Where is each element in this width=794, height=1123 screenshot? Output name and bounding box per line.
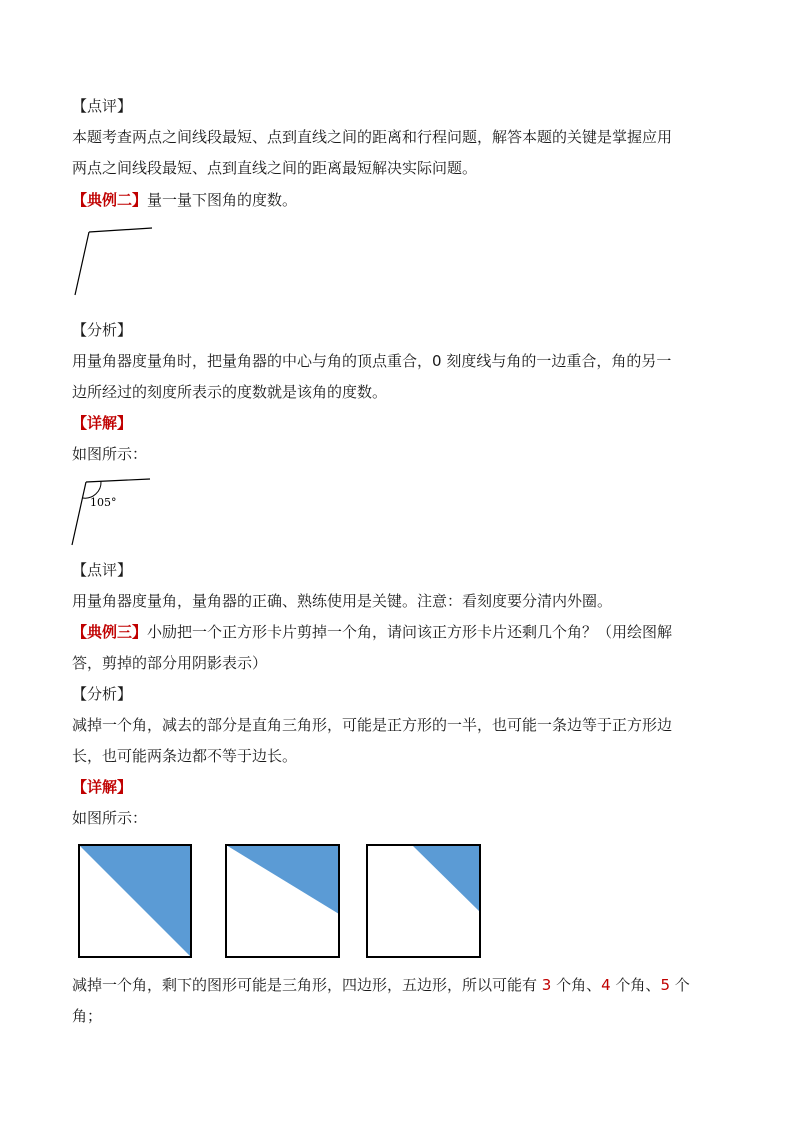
answer-prefix: 减掉一个角，剩下的图形可能是三角形，四边形，五边形，所以可能有 [72, 976, 542, 994]
answer-three: 3 [541, 976, 552, 994]
review-text-line-1: 本题考查两点之间线段最短、点到直线之间的距离和行程问题，解答本题的关键是掌握应用 [72, 128, 673, 146]
review-text-2: 用量角器度量角，量角器的正确、熟练使用是关键。注意：看刻度要分清内外圈。 [72, 592, 613, 610]
detail-heading-2: 【详解】 [72, 414, 133, 432]
review-text-line-2: 两点之间线段最短、点到直线之间的距离最短解决实际问题。 [72, 159, 478, 177]
detail-text-2: 如图所示： [72, 445, 148, 463]
shaded-triangle-2 [226, 845, 339, 914]
answer-line-1 [72, 975, 690, 995]
detail-text-3: 如图所示： [72, 809, 148, 827]
answer-mid-1: 个角、 [551, 976, 602, 994]
shaded-triangle-3 [412, 845, 480, 912]
answer-four: 4 [601, 976, 611, 994]
example-2-question: 量一量下图角的度数。 [147, 191, 298, 209]
angle-label: 105° [90, 496, 117, 509]
example-3-question-1: 小励把一个正方形卡片剪掉一个角，请问该正方形卡片还剩几个角？（用绘图解 [147, 623, 673, 641]
answer-suffix: 个 [669, 976, 690, 994]
analysis-heading-3: 【分析】 [72, 685, 133, 703]
answer-five: 5 [660, 976, 670, 994]
example-3-question-2: 答，剪掉的部分用阴影表示） [72, 654, 268, 672]
example-2-tag: 【典例二】 [72, 191, 148, 209]
analysis-line-3a: 减掉一个角，减去的部分是直角三角形，可能是正方形的一半，也可能一条边等于正方形边 [72, 716, 673, 734]
analysis-line-3b: 长，也可能两条边都不等于边长。 [72, 747, 298, 765]
detail-heading-3: 【详解】 [72, 778, 133, 796]
analysis-line-2a: 用量角器度量角时，把量角器的中心与角的顶点重合，0 刻度线与角的一边重合，角的另一 [72, 352, 672, 370]
shaded-triangle-1 [79, 845, 191, 957]
answer-line-2: 角； [72, 1007, 103, 1025]
answer-mid-2: 个角、 [610, 976, 661, 994]
review-heading-1: 【点评】 [72, 97, 133, 115]
example-3-tag: 【典例三】 [72, 623, 148, 641]
analysis-heading-2: 【分析】 [72, 321, 133, 339]
analysis-line-2b: 边所经过的刻度所表示的度数就是该角的度数。 [72, 383, 388, 401]
review-heading-2: 【点评】 [72, 561, 133, 579]
